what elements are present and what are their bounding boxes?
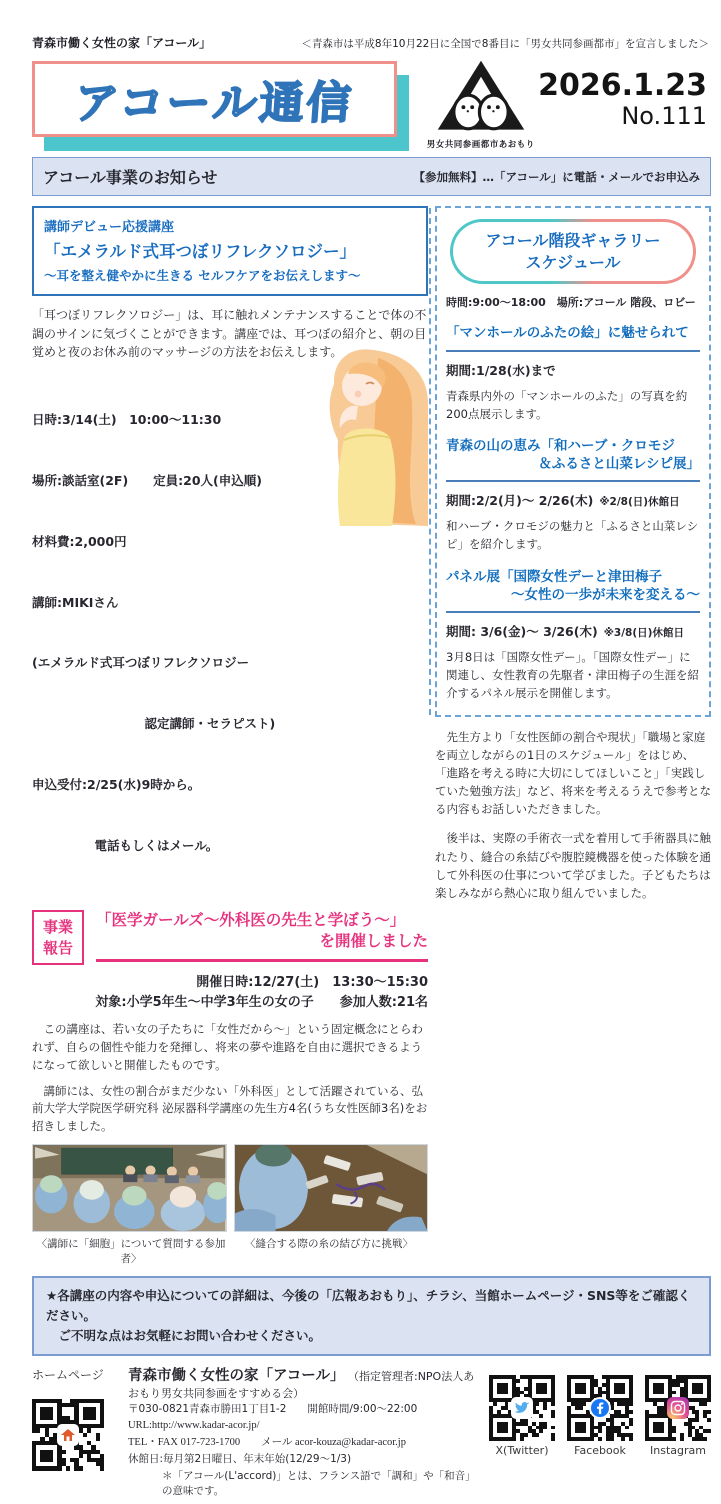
footer-homepage [32, 1364, 118, 1498]
photo-caption-2: 〈縫合する際の糸の結び方に挑戦〉 [245, 1237, 413, 1250]
closed-days-line: 休館日:毎月第2日曜日、年末年始(12/29～1/3) [128, 1453, 352, 1466]
section-title: アコール事業のお知らせ [43, 168, 218, 187]
accord-meaning-note: ＊「アコール(L'accord)」とは、フランス語で「調和」や「和音」の意味です。 [162, 1470, 476, 1498]
gallery-title-line2: スケジュール [525, 252, 621, 272]
sns-label: Facebook [574, 1444, 626, 1458]
notice-line-2: ご不明な点はお気軽にお問い合わせください。 [46, 1327, 322, 1343]
instagram-icon [667, 1397, 689, 1419]
photo-classroom-question [32, 1144, 227, 1232]
closed-note: ※2/8(日)休館日 [599, 496, 680, 509]
right-column [435, 206, 711, 1266]
report-paragraph-2: 講師には、女性の割合がまだ少ない「外科医」として活躍されている、弘前大学大学院医学研究科 泌尿器科学講座の先生方4名(うち女性医師3名)をお招きしました。 [32, 1083, 428, 1134]
home-icon [57, 1424, 79, 1446]
section-header-bar [32, 157, 711, 196]
woman-ear-massage-illustration [278, 344, 428, 526]
gallery-info: 時間:9:00～18:00 場所:アコール 階段、ロビー [446, 296, 696, 310]
tel-line: TEL・FAX 017-723-1700 メール acor-kouza@kadar-acor.jp [128, 1436, 406, 1448]
gallery-item-period [446, 622, 700, 640]
lecture-subtitle: ～耳を整え健やかに生きる セルフケアをお伝えします～ [44, 268, 361, 283]
notice-line-1: ★各講座の内容や申込についての詳細は、今後の「広報あおもり」、チラシ、当館ホームページ・SNS等をご確認ください。 [46, 1287, 691, 1323]
detail-line: 電話もしくはメール。 [32, 837, 219, 853]
gallery-title-line1: アコール階段ギャラリー [485, 231, 661, 250]
notice-box [32, 1276, 711, 1356]
free-participation-note: 【参加無料】…「アコール」に電話・メールでお申込み [413, 169, 700, 184]
photo-captions [32, 1236, 428, 1266]
issue-number: No.111 [621, 102, 707, 130]
left-column [32, 206, 428, 1266]
heading-underline [446, 611, 700, 613]
report-title-line2: を開催しました [319, 932, 428, 951]
badge-line: 報告 [43, 938, 74, 957]
sns-facebook [567, 1364, 633, 1457]
heading-underline [446, 480, 700, 482]
lecture-title: 「エメラルド式耳つぼリフレクソロジー」 [44, 242, 357, 261]
report-paragraph-1: この講座は、若い女の子たちに「女性だから～」という固定概念にとらわれず、自らの個性や能力を発揮し、将来の夢や進路を自由に選択できるようになって欲しいと開催したものです。 [32, 1022, 423, 1072]
detail-line: 場所:談話室(2F) 定員:20人(申込順) [32, 473, 262, 489]
newsletter-title-box [32, 61, 397, 137]
report-header [32, 910, 428, 965]
issue-block [538, 59, 711, 131]
twitter-qr-code [489, 1375, 555, 1441]
report-section [32, 910, 428, 1266]
gallery-item-desc: 3月8日は「国際女性デー」。「国際女性デー」に関連し、女性教育の先駆者・津田梅子の生涯を紹介するパネル展示を開催します。 [446, 650, 699, 700]
gallery-item-heading2: ～女性の一歩が未来を変える～ [511, 586, 700, 603]
gallery-item-heading: 青森の山の恵み「和ハーブ・クロモジ [446, 438, 675, 455]
period-text: 期間:2/2(月)～ 2/26(木) [446, 493, 594, 509]
period-text: 期間: 3/6(金)～ 3/26(木) [446, 624, 598, 640]
footer-contact [128, 1364, 483, 1498]
report-audience: 対象:小学5年生～中学3年生の女の子 参加人数:21名 [95, 994, 428, 1010]
issue-date: 2026.1.23 [538, 68, 707, 103]
lecture-intro: 「耳つぼリフレクソロジー」は、耳に触れメンテナンスすることで体の不調のサインに気づくことができます。講座では、耳つぼの紹介と、朝の目覚めと夜のお休み前のマッサージの方法をお伝えします。 [32, 308, 427, 360]
sns-twitter [489, 1364, 555, 1457]
title-frame [32, 61, 397, 137]
instagram-qr-code [645, 1375, 711, 1441]
newsletter-title: アコール通信 [73, 78, 356, 129]
report-paragraph-3: 先生方より「女性医師の割合や現状」「職場と家庭を両立しながらの1日のスケジュール」をはじめ、「進路を考える時に大切にしてほしいこと」「実践していた勉強方法」など、将来を考えるうえで参考となる内容もお話しいただきました。 [435, 729, 711, 817]
sns-label: X(Twitter) [495, 1444, 549, 1458]
gallery-title-pill-inner [453, 222, 693, 281]
sns-instagram [645, 1364, 711, 1457]
closed-note: ※3/8(日)休館日 [603, 627, 684, 640]
address-line: 〒030-0821青森市勝田1丁目1-2 開館時間/9:00～22:00 [128, 1402, 418, 1415]
report-photos [32, 1144, 428, 1232]
organization-name: 青森市働く女性の家「アコール」 [32, 36, 212, 50]
detail-line: 認定講師・セラピスト) [32, 716, 276, 732]
gallery-item-desc: 青森県内外の「マンホールのふた」の写真を約200点展示します。 [446, 388, 688, 421]
detail-line: 講師:MIKIさん [32, 594, 119, 610]
detail-line: (エメラルド式耳つぼリフレクソロジー [32, 655, 250, 671]
homepage-label: ホームページ [32, 1367, 104, 1382]
lecture-pretitle: 講師デビュー応援講座 [44, 220, 175, 235]
lecture-title-box [32, 206, 428, 296]
photo-suture-practice [234, 1144, 429, 1232]
url-line: URL:http://www.kadar-acor.jp/ [128, 1419, 260, 1431]
facebook-icon [589, 1397, 611, 1419]
heading-underline [446, 350, 700, 352]
badge-line: 事業 [43, 918, 74, 937]
facility-name: 青森市働く女性の家「アコール」 [128, 1367, 345, 1384]
report-datetime: 開催日時:12/27(土) 13:30～15:30 [196, 974, 428, 990]
detail-line: 材料費:2,000円 [32, 533, 127, 549]
footer [32, 1364, 711, 1498]
owl-a-logo-icon [433, 59, 529, 133]
detail-line: 申込受付:2/25(水)9時から。 [32, 776, 201, 792]
logo-caption: 男女共同参画都市あおもり [426, 140, 535, 150]
lecture-details-row [32, 370, 428, 897]
period-text: 期間:1/28(水)まで [446, 362, 556, 378]
gallery-title-pill [450, 219, 696, 284]
gallery-item [446, 325, 700, 423]
detail-line: 日時:3/14(土) 10:00～11:30 [32, 412, 222, 428]
report-badge [32, 910, 84, 965]
masthead [32, 59, 711, 151]
twitter-icon [511, 1397, 533, 1419]
footer-sns [489, 1364, 711, 1498]
gallery-item [446, 438, 700, 554]
gallery-item-heading: 「マンホールのふたの絵」に魅せられて [446, 325, 689, 342]
gallery-item-heading: パネル展「国際女性デーと津田梅子 [446, 569, 662, 586]
photo-caption-1: 〈講師に「細胞」について質問する参加者〉 [36, 1237, 226, 1265]
gallery-item-period [446, 491, 700, 509]
declaration-note: ＜青森市は平成8年10月22日に全国で8番目に「男女共同参画都市」を宣言しました＞ [301, 38, 709, 50]
sns-label: Instagram [650, 1444, 706, 1458]
report-paragraph-4: 後半は、実際の手術衣一式を着用して手術器具に触れたり、縫合の糸結びや腹腔鏡機器を使った体験を通して外科医の仕事について学びました。子どもたちは楽しみながら熱心に取り組んでいました。 [435, 831, 711, 900]
gallery-item-desc: 和ハーブ・クロモジの魅力と「ふるさと山菜レシピ」を紹介します。 [446, 519, 699, 552]
main-content [32, 206, 711, 1266]
report-meta [32, 973, 428, 1013]
lecture-details [32, 370, 278, 897]
homepage-qr-code [32, 1399, 104, 1471]
gallery-schedule-box [435, 206, 711, 717]
gallery-item-heading2: ＆ふるさと山菜レシピ展」 [538, 455, 700, 472]
facility-manager: （指定管理者:NPO法人あおもり男女共同参画をすすめる会） [128, 1369, 475, 1400]
report-title-line1: 「医学ガールズ～外科医の先生と学ぼう～」 [96, 911, 406, 930]
gallery-item [446, 569, 700, 703]
facebook-qr-code [567, 1375, 633, 1441]
top-bar [32, 34, 711, 51]
gallery-item-period [446, 361, 700, 379]
city-logo [423, 59, 538, 150]
report-title [96, 910, 428, 962]
footer-name-row [128, 1364, 483, 1401]
